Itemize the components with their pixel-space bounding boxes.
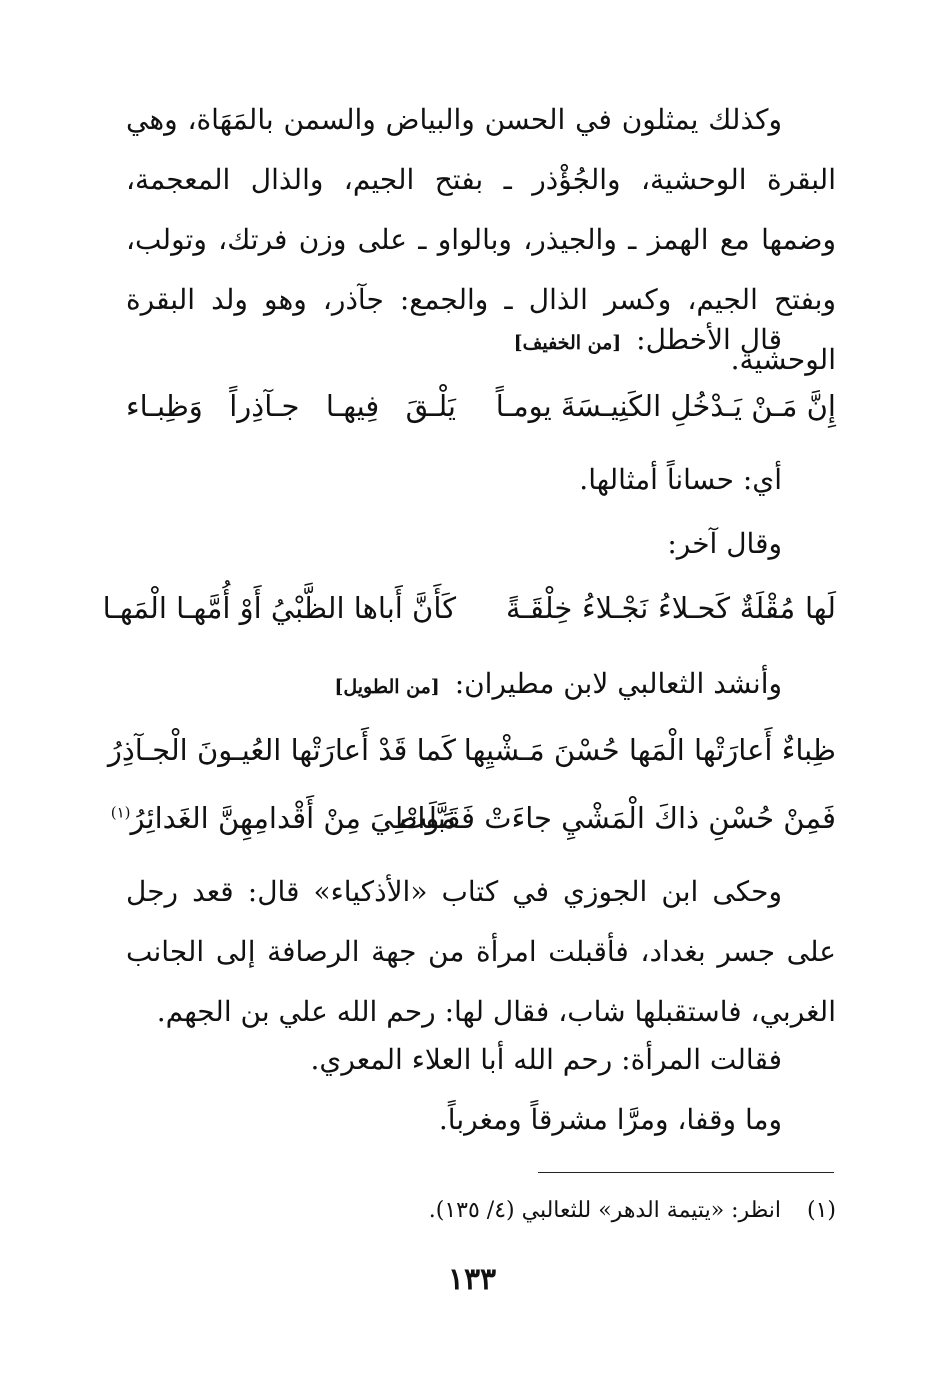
verse-4-first-hemistich: فَمِنْ حُسْنِ ذاكَ الْمَشْيِ جاءَتْ فَقَبَّلَتْ — [399, 801, 836, 835]
meter-label: [من الطويل] — [334, 676, 440, 698]
page-number: ١٣٣ — [447, 1262, 497, 1297]
verse-2 — [102, 586, 836, 630]
meter-label: [من الخفيف] — [513, 332, 622, 354]
verse-2-second-hemistich: كَأَنَّ أَباها الظَّبْيُ أَوْ أُمَّهـا الْمَهـا — [102, 591, 456, 625]
verse-2-first-hemistich: لَها مُقْلَةٌ كَحـلاءُ نَجْـلاءُ خِلْقَـةً — [506, 591, 836, 625]
verse-3 — [107, 728, 836, 772]
verse-1-second-hemistich: يَلْـقَ فِيهـا جـآذِراً وَظِبـاء — [126, 389, 456, 423]
verse-intro-other: وقال آخر: — [667, 527, 782, 560]
verse-intro-thaalibi: وأنشد الثعالبي لابن مطيران: [من الطويل] — [334, 667, 782, 700]
verse-3-first-hemistich: ظِباءٌ أَعارَتْها الْمَها حُسْنَ مَـشْيِها — [463, 733, 836, 767]
footnote — [126, 1194, 836, 1228]
gloss-line: أي: حساناً أمثالها. — [579, 463, 782, 496]
verse-3-second-hemistich: كَما قَدْ أَعارَتْها العُيـونَ الْجـآذِرُ — [107, 733, 456, 767]
verse-4 — [110, 796, 836, 840]
paragraph-anecdote: وحكى ابن الجوزي في كتاب «الأذكياء» قال: قعد رجل على جسر بغداد، فأقبلت امرأة من جهة الرصافة إلى الجانب الغربي، فاستقبلها شاب، فقال لها: رحم الله علي بن الجهم. — [126, 875, 836, 1028]
verse-1-first-hemistich: إِنَّ مَـنْ يَـدْخُلِ الكَنِيـسَةَ يومـاً — [495, 389, 836, 423]
paragraph-oryx: وكذلك يمثلون في الحسن والبياض والسمن بالمَهَاة، وهي البقرة الوحشية، والجُؤْذر ـ بفتح الجيم، والذال المعجمة، وضمها مع الهمز ـ والجيذر، وبالواو ـ على وزن فرتك، وتولب، وبفتح الجيم، وكسر الذال ـ والجمع: جآذر، وهو ولد البقرة الوحشية. — [126, 103, 836, 376]
paragraph-closing: وما وقفا، ومرَّا مشرقاً ومغرباً. — [438, 1103, 782, 1136]
verse-1 — [126, 384, 836, 428]
footnote-number: (١) — [806, 1198, 836, 1223]
verse-intro-akhtal: قال الأخطل: [من الخفيف] — [513, 323, 782, 356]
footnote-reference: (١) — [110, 803, 131, 822]
paragraph-reply: فقالت المرأة: رحم الله أبا العلاء المعري. — [310, 1043, 782, 1076]
verse-4-second-hemistich: مَواطِيَ مِنْ أَقْدامِهِنَّ الغَدائِرُ$^{(١)}$ — [110, 801, 456, 835]
footnote-text: انظر: «يتيمة الدهر» للثعالبي (٤/ ١٣٥). — [428, 1198, 781, 1223]
footnote-separator — [538, 1172, 834, 1173]
